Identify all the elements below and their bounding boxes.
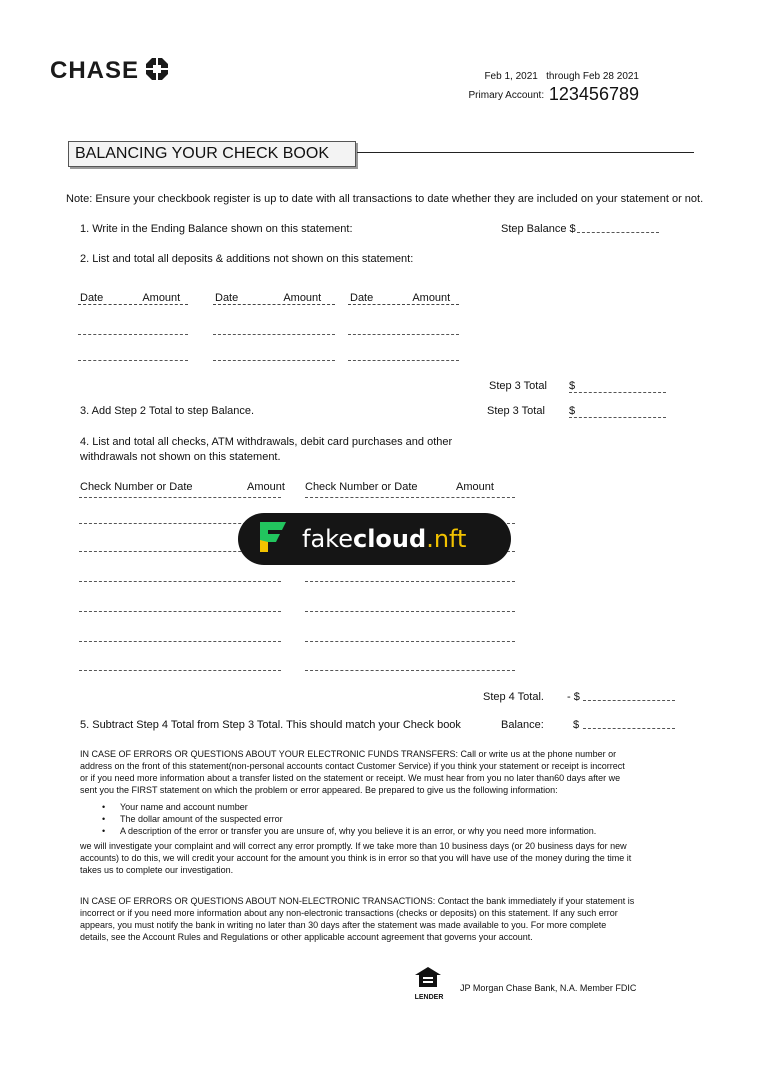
deposit-amount-header: Amount [412, 292, 451, 304]
deposit-blank[interactable] [78, 334, 188, 335]
deposit-header-1 [78, 292, 188, 305]
check-row-blank[interactable] [305, 497, 515, 498]
title-rule [357, 152, 694, 153]
step4-text-line1: 4. List and total all checks, ATM withdrawals, debit card purchases and other [80, 436, 453, 448]
step1-balance-label: Step Balance $ [501, 223, 576, 235]
check-header-number: Check Number or Date [80, 481, 193, 493]
page-title: BALANCING YOUR CHECK BOOK [75, 145, 329, 162]
step3-dollar-2: $ [569, 405, 576, 417]
deposit-blank[interactable] [78, 360, 188, 361]
step1-text: 1. Write in the Ending Balance shown on this statement: [80, 223, 353, 235]
note-text: Note: Ensure your checkbook register is up to date with all transactions to date whether they are included on your statement or not. [66, 193, 704, 205]
step4-total-blank[interactable] [583, 700, 675, 701]
chase-logo [50, 58, 169, 84]
check-header-amount: Amount [247, 481, 285, 493]
deposit-amount-header: Amount [142, 292, 181, 304]
check-row-blank[interactable] [79, 497, 281, 498]
statement-period: Feb 1, 2021 through Feb 28 2021 [484, 71, 639, 82]
deposit-header-3 [348, 292, 459, 305]
bank-name: CHASE [50, 57, 140, 84]
step2-text: 2. List and total all deposits & additions not shown on this statement: [80, 253, 414, 265]
deposit-blank[interactable] [213, 360, 335, 361]
watermark-text: fakecloud.nft [302, 525, 467, 553]
section-title-box [68, 141, 356, 167]
deposit-blank[interactable] [213, 334, 335, 335]
check-row-blank[interactable] [79, 641, 281, 642]
fakecloud-f-icon [258, 520, 288, 559]
account-label: Primary Account: [468, 90, 545, 101]
list-item: • The dollar amount of the suspected error [80, 813, 650, 825]
account-number: 123456789 [548, 84, 639, 104]
list-item: • A description of the error or transfer you are unsure of, why you believe it is an error, or why you need more information. [80, 825, 650, 837]
deposit-date-header: Date [350, 292, 374, 304]
step3-total-label: Step 3 Total [489, 380, 547, 392]
deposit-blank[interactable] [348, 360, 459, 361]
check-row-blank[interactable] [305, 670, 515, 671]
check-row-blank[interactable] [305, 581, 515, 582]
step5-text: 5. Subtract Step 4 Total from Step 3 Total. This should match your Check book [80, 719, 461, 731]
check-row-blank[interactable] [305, 641, 515, 642]
deposit-date-header: Date [80, 292, 104, 304]
deposit-date-header: Date [215, 292, 239, 304]
primary-account [469, 84, 639, 105]
check-row-blank[interactable] [305, 611, 515, 612]
ehl-label: LENDER [414, 994, 444, 1001]
check-row-blank[interactable] [79, 611, 281, 612]
step3-total-blank-2[interactable] [569, 417, 666, 418]
step4-total-prefix: - $ [567, 691, 580, 703]
fdic-text: JP Morgan Chase Bank, N.A. Member FDIC [460, 983, 637, 993]
step3-dollar: $ [569, 380, 576, 392]
step4-text-line2: withdrawals not shown on this statement. [80, 451, 281, 463]
step5-balance-label: Balance: [501, 719, 544, 731]
watermark-badge [238, 513, 511, 565]
step5-dollar: $ [573, 719, 580, 731]
check-row-blank[interactable] [79, 581, 281, 582]
check-header-amount-2: Amount [456, 481, 494, 493]
step3-total-label-2: Step 3 Total [487, 405, 545, 417]
step4-total-label: Step 4 Total. [483, 691, 544, 703]
deposit-header-2 [213, 292, 335, 305]
required-info-list [80, 801, 650, 837]
step3-total-blank[interactable] [569, 392, 666, 393]
deposit-amount-header: Amount [283, 292, 322, 304]
step3-text: 3. Add Step 2 Total to step Balance. [80, 405, 255, 417]
deposit-blank[interactable] [348, 334, 459, 335]
investigation-paragraph: we will investigate your complaint and will correct any error promptly. If we take more than 10 business days (or 20 business days for new accounts) to do this, we will credit your account for the amount you think is in error so that you will have use of the money during the time it takes us to complete our investigation. [80, 841, 632, 875]
chase-octagon-icon [145, 57, 169, 86]
equal-housing-lender-icon [414, 966, 444, 1001]
step1-blank[interactable] [577, 232, 659, 233]
non-electronic-errors-paragraph: IN CASE OF ERRORS OR QUESTIONS ABOUT NON-ELECTRONIC TRANSACTIONS: Contact the bank immediately if your statement is incorrect or if you need more information about any non-electronic transactions (checks or deposits) on this statement. If any such error appears, you must notify the bank in writing no later than 30 days after the statement was made available to you. For more complete details, see the Account Rules and Regulations or other applicable account agreement that governs your account. [80, 896, 635, 942]
step5-balance-blank[interactable] [583, 728, 675, 729]
check-header-number-2: Check Number or Date [305, 481, 418, 493]
check-row-blank[interactable] [79, 670, 281, 671]
electronic-errors-paragraph: IN CASE OF ERRORS OR QUESTIONS ABOUT YOUR ELECTRONIC FUNDS TRANSFERS: Call or write us at the phone number or address on the front of this statement(non-personal accounts contact Customer Service) if you think your statement or receipt is incorrect or if you need more information about a transfer listed on the statement or receipt. We must hear from you no later than60 days after we sent you the FIRST statement on which the problem or error appeared. Be prepared to give us the following information: [80, 749, 625, 795]
list-item: • Your name and account number [80, 801, 650, 813]
